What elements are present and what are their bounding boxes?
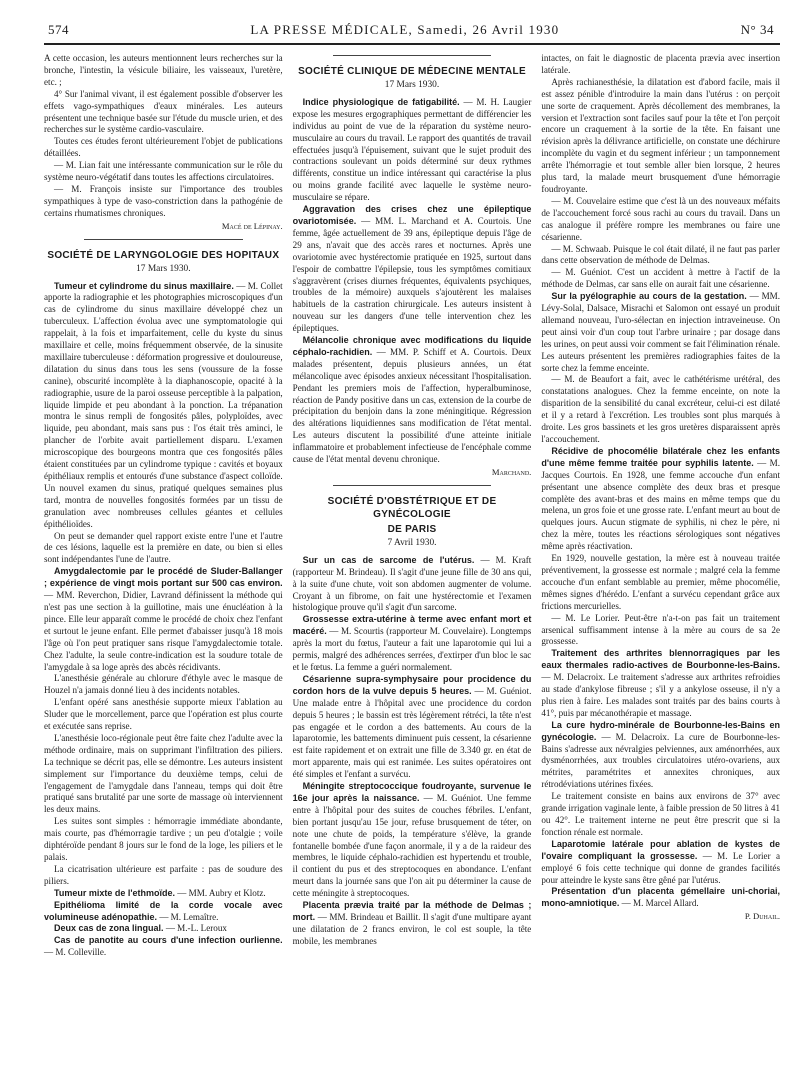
article-body: — M. Guéniot. Une femme entre à l'hôpital pour des suites de couches fébriles. L'enfant, bien portant jusqu'au 15e jour, refuse brusquement de téter, on note une chute de poids, la température s'élève, la grande fontanelle bombée d'une façon anormale, il y a de la raideur des membres, le liquide céphalo-rachidien est hypertendu et trouble, il contient du pus et des streptocoques en abondance. L'enfant meurt dans la journée sans que l'on ait pu déterminer la cause de cette méningite à streptocoques. [292, 792, 532, 899]
article-title: Sur un cas de sarcome de l'utérus. [302, 554, 475, 565]
article-title: Epithélioma limité de la corde vocale avec volumineuse adénopathie. [44, 899, 283, 922]
section-title-line2: DE PARIS [387, 523, 437, 535]
article [293, 555, 532, 615]
column-2 [293, 53, 532, 959]
column-3 [541, 53, 780, 959]
article-title: Aggravation des crises chez une épileptique ovariotomisée. [292, 204, 532, 226]
section-title: SOCIÉTÉ D'OBSTÉTRIQUE ET DE GYNÉCOLOGIE [327, 495, 497, 520]
article-title: Deux cas de zona lingual. [54, 923, 164, 934]
article-title: Méningite streptococcique foudroyante, survenue le 16e jour après la naissance. [292, 781, 532, 803]
article [293, 335, 532, 466]
article-body: — M.-L. Leroux [165, 923, 227, 934]
article-title: Traitement des arthrites blennorragiques par les eaux thermales radio-actives de Bourbonne-les-Bains. [541, 648, 781, 671]
article-body: — M. Le Lorier a employé 6 fois cette technique qui donne de grandes facilités pour atteindre le kyste sans être gêné par l'utérus. [541, 850, 781, 885]
article [541, 720, 780, 791]
article-paragraph: L'anesthésie générale au chlorure d'éthyle avec le masque de Houzel n'a jamais donné lieu à des incidents notables. [44, 673, 283, 696]
article [293, 781, 532, 900]
article-body: — M. Lemaître. [159, 911, 219, 922]
article-title: La cure hydro-minérale de Bourbonne-les-Bains en gynécologie. [541, 719, 781, 742]
article-title: Tumeur mixte de l'ethmoïde. [54, 887, 175, 898]
article-body: — M. Jacques Courtois. En 1928, une femme accouche d'un enfant présentant une absence complète des deux bras et presque complète des avant-bras et des mains en même temps que du melena, un gros foie et une grosse rate. L'enfant meurt au bout de quelques jours. Aucun stigmate de syphilis, ni chez le père, ni chez la mère, toutes les réactions sérologiques sont négatives même après réactivation. [541, 457, 781, 552]
article-title: Amygdalectomie par le procédé de Sluder-Ballanger ; expérience de vingt mois portant sur 500 cas environ. [44, 566, 283, 589]
article-body: — M. Kraft (rapporteur M. Brindeau). Il s'agit d'une jeune fille de 30 ans qui, à la suite d'une chute, voit son abdomen augmenter de volume. Croyant à un fibrome, on fait une hystérectomie et l'examen histologique prouve qu'il s'agit d'un sarcome. [292, 554, 532, 613]
article-title: Laparotomie latérale pour ablation de kystes de l'ovaire compliquant la grossesse. [541, 838, 781, 861]
paragraph: — M. François insiste sur l'importance des troubles sympathiques à type de vaso-constriction dans la pathogénie de certains rhumatismes chroniques. [44, 183, 283, 218]
column-1 [44, 53, 283, 959]
paragraph: — M. Guéniot. C'est un accident à mettre à l'actif de la méthode de Delmas, car sans elle on aurait fait une césarienne. [541, 267, 781, 290]
article-title: Cas de panotite au cours d'une infection ourlienne. [54, 935, 283, 946]
article-body: — MM. Reverchon, Didier, Lavrand définissent la méthode qui n'est pas une section à la guillotine, mais une énucléation à la pince. Elle leur apparaît comme le procédé de choix chez l'enfant et surtout le jeune enfant. Elle permet d'abaisser jusqu'à 18 mois l'âge où l'on peut pratiquer sans risque l'amygdalectomie totale. Chez l'adulte, la seule contre-indication est la soudure totale de l'amygdale à sa loge après des abcès récidivants. [44, 590, 283, 672]
article [44, 935, 283, 959]
divider [333, 485, 492, 486]
paragraph: A cette occasion, les auteurs mentionnent leurs recherches sur la bronche, l'intestin, la vésicule biliaire, les vaisseaux, l'uretère, etc. ; [44, 53, 283, 87]
article [44, 281, 283, 531]
section-title: SOCIÉTÉ CLINIQUE DE MÉDECINE MENTALE [298, 66, 526, 77]
article-body: — MM. Brindeau et Baillit. Il s'agit d'une multipare ayant une dilatation de 2 francs environ, le col est souple, la tête mobile, les membranes [292, 912, 532, 946]
article [541, 291, 780, 374]
article-title: Grossesse extra-utérine à terme avec enfant mort et macéré. [292, 614, 532, 637]
page-number: 574 [48, 22, 69, 37]
article-body: — M. Delacroix. Le traitement s'adresse aux arthrites refroidies au stade d'ankylose fibreuse ; s'il y a ankylose osseuse, il n'y a plus rien à faire. Les malades sont traités par des bains courts à 41°, puis par mécanothérapie et massage. [541, 672, 781, 718]
paragraph: Toutes ces études feront ultérieurement l'objet de publications détaillées. [44, 136, 283, 159]
article-paragraph: L'anesthésie loco-régionale peut être faite chez l'adulte avec la méthode ordinaire, mais on supprimant l'infiltration des piliers. La technique se décrit pas, elle se démontre. Les auteurs insistent simplement sur l'importance du deuxième temps, celui de l'engagement de l'amygdale dans l'anneau, temps qui doit être pratiqué sans brutalité par une sorte de massage où interviennent les deux mains. [44, 732, 283, 815]
divider [84, 239, 243, 240]
paragraph: intactes, on fait le diagnostic de placenta prævia avec insertion latérale. [541, 53, 781, 75]
section-date: 17 Mars 1930. [384, 80, 440, 90]
article [541, 446, 780, 553]
article [293, 674, 532, 781]
article [293, 97, 532, 204]
article [44, 566, 283, 673]
article-paragraph: En 1929, nouvelle gestation, la mère est à nouveau traitée préventivement, la grossesse est normale ; malgré cela la femme accouche d'un enfant semblable au premier, même phocomélie, mêmes signes d'hérédo. L'enfant a survécu cependant grâce aux frictions mercurielles. [541, 553, 781, 611]
paragraph: Après rachianesthésie, la dilatation est d'abord facile, mais il est assez pénible d'introduire la main dans l'utérus : on perçoit une sorte de craquement. Après décollement des membranes, la version et l'extraction sont faciles sauf pour la tête et l'on perçoit encore un craquement à la sortie de la tête. En faisant une révision après la délivrance artificielle, on constate une déchirure incomplète du vagin et du segment inférieur ; un tamponnement arrête l'hémorragie et tout semble aller bien lorsque, 2 heures plus tard, la malade meurt brusquement d'une hémorragie foudroyante. [541, 76, 781, 194]
article [541, 886, 780, 910]
page-header [44, 22, 780, 38]
article-paragraph: La cicatrisation ultérieure est parfaite : pas de soudure des piliers. [44, 863, 283, 886]
article-body: — M. Colleville. [44, 947, 107, 958]
article-title: Sur la pyélographie au cours de la gestation. [551, 291, 747, 302]
article-body: — M. Scourtis (rapporteur M. Couvelaire). Longtemps après la mort du fœtus, l'auteur a fait une laparotomie qui lui a permis, malgré des adhérences serrées, d'extirper d'un bloc le sac et le fœtus. La femme a guéri normalement. [292, 626, 532, 672]
issue-number: N° 34 [740, 22, 774, 37]
signature: Macé de Lépinay. [221, 220, 283, 231]
paragraph: — M. Couvelaire estime que c'est là un des nouveaux méfaits de l'accouchement forcé sous rachi au cours du travail. Dans un cas analogue il préfère rompre les membranes ou faire une césarienne. [541, 195, 781, 242]
article-title: Placenta prævia traité par la méthode de Delmas ; mort. [292, 900, 532, 922]
article-paragraph: L'enfant opéré sans anesthésie supporte mieux l'ablation au Sluder que le morcellement, parce que l'opération est plus courte et exécutée sans reprise. [44, 697, 283, 732]
article-paragraph: On peut se demander quel rapport existe entre l'une et l'autre de ces lésions, laquelle est la première en date, ou bien si elles sont indépendantes l'une de l'autre. [44, 530, 283, 565]
article-title: Tumeur et cylindrome du sinus maxillaire. [54, 280, 234, 291]
article-body: — MM. Lévy-Solal, Dalsace, Misrachi et Salomon ont essayé un produit allemand nouveau, l'uro-sélectan en injection intraveineuse. On peut ainsi voir d'un coup tout l'arbre urinaire ; par dosage dans les urines, on peut aussi voir comment se fait l'élimination rénale. Les auteurs présentent les premières radiographies faites de la sorte chez la femme enceinte. [541, 291, 781, 373]
article-paragraph: Le traitement consiste en bains aux environs de 37° avec grande irrigation vaginale lente, à faible pression de 50 litres à 41 ou 42°. Le traitement interne ne peut être prescrit que si la fonction rénale est normale. [541, 791, 781, 837]
section-title: SOCIÉTÉ DE LARYNGOLOGIE DES HOPITAUX [47, 249, 280, 261]
article-body: — M. Guéniot. Une malade entre à l'hôpital avec une procidence du cordon depuis 5 heures ; le bassin est très légèrement rétréci, la tête n'est pas engagée et le cordon a des battements. Au cours de la laparotomie, les battements diminuent puis cessent, la césarienne est faite rapidement et on extrait une fille de 3.340 gr. en état de mort apparente, mais qui est ranimée. Les suites opératoires ont été simples et l'enfant a survécu. [292, 685, 532, 780]
article [44, 923, 283, 935]
article-body: — M. Delacroix. La cure de Bourbonne-les-Bains s'adresse aux névralgies pelviennes, aux aménorrhées, aux dysménorrhées, aux troubles circulatoires utéro-ovariens, aux métrites, paramétrites et annexites chroniques, aux rétrodéviations utérines fixées. [541, 731, 781, 790]
article-title: Mélancolie chronique avec modifications du liquide céphalo-rachidien. [292, 335, 532, 357]
paragraph: — M. Lian fait une intéressante communication sur le rôle du système neuro-végétatif dans toutes les affections circulatoires. [44, 160, 283, 183]
article-body: — M. Marcel Allard. [621, 898, 699, 909]
article [541, 648, 780, 719]
article-body: — M. H. Laugier expose les mesures ergographiques permettant de différencier les individus au point de vue de la réparation du système neuro-musculaire au cours du travail. Le rapport des quantités de travail effectuées jusqu'à l'épuisement, suivant que le sujet produit des contractions soulevant un poids déterminé sur deux rythmes différents, constitue un indice intéressant qui caractérise la plus ou moins grande facilité avec laquelle le système neuro-musculaire se répare. [292, 96, 532, 203]
article-title: Récidive de phocomélie bilatérale chez les enfants d'une même femme traitée pour syphilis latente. [541, 445, 781, 468]
article [293, 900, 532, 948]
article-title: Indice physiologique de fatigabilité. [302, 96, 460, 107]
paragraph: — M. Schwaab. Puisque le col était dilaté, il ne faut pas parler dans cette observation de méthode de Delmas. [541, 243, 781, 266]
article [293, 204, 532, 335]
article [293, 614, 532, 674]
paragraph: 4° Sur l'animal vivant, il est également possible d'observer les effets vago-sympathiques d'eaux minérales. Les auteurs présentent une technique basée sur l'étude du muscle urien, et des recherches sur le système cardio-vasculaire. [44, 88, 283, 135]
journal-title: LA PRESSE MÉDICALE, Samedi, 26 Avril 1930 [250, 22, 560, 37]
section-date: 7 Avril 1930. [387, 537, 437, 548]
article-body: — MM. P. Schiff et A. Courtois. Deux malades présentent, depuis plusieurs années, un état mélancolique avec épisodes anxieux nécessitant l'hospitalisation. Pendant les premiers mois de l'affection, hyperalbuminose, réaction de Pandy positive dans un cas, extension de la courbe de précipitation du benjoin dans la zone méningitique. Régression des altérations liquidiennes sans modification de l'état mental. Les auteurs discutent la possibilité d'une atteinte initiale inflammatoire et probablement infectieuse de l'encéphale comme cause de l'état mental devenu chronique. [292, 346, 532, 465]
article-body: — M. Collet apporte la radiographie et les photographies microscopiques d'un cas de cylindrome du sinus maxillaire développé chez un tuberculeux. L'affection évolua avec une symptomatologie qui rappelait, à la fois et imparfaitement, celle du kyste du sinus maxillaire et celle, moins fréquemment observée, de la sinusite maxillaire tuberculeuse : déformation progressive et douloureuse, dilatation du sinus dans tous les sens (voussure de la fosse canine), obscurité incomplète à la diaphanoscopie, opacité à la radiographie, usure de la paroi osseuse perceptible à la palpation, liquide limpide et peu abondant à la ponction. La trépanation montra le sinus rempli de fongosités pâles, polyploïdes, avec liquide, peu abondant, mais sans pus : l'os était très aminci, le plancher de l'orbite avait partiellement disparu. L'examen microscopique des bourgeons montra que ces fongosités pâles étaient constituées par un cylindrome typique : cavités et boyaux épithéliaux remplis et entourés d'une substance d'aspect colloïde. Un nouvel examen du sinus, pratiqué quelques semaines plus tard, montra de nouvelles fongosités formées par un tissu de granulation avec nombreuses cellules géantes et cellules épithélioïdes. [44, 280, 283, 529]
section-date: 17 Mars 1930. [136, 263, 191, 274]
article-body: — MM. L. Marchand et A. Courtois. Une femme, âgée actuellement de 39 ans, épileptique depuis l'âge de 29 ans, n'avait que des accès rares et nocturnes. Après une ovariotomie avec hystérectomie pratiquée en 1925, surtout dans l'espoir de combattre l'épilepsie, tous les symptômes comitiaux s'aggravèrent (crises diurnes fréquentes, équivalents psychiques, troubles de la mémoire) auxquels s'ajoutèrent les malaises habituels de la castration chirurgicale. Les auteurs insistent à nouveau sur les dangers d'une telle intervention chez les épileptiques. [292, 215, 532, 334]
article [541, 839, 780, 887]
signature: Marchand. [491, 467, 532, 477]
article-title: Présentation d'un placenta gémellaire uni-choriai, mono-amniotique. [541, 886, 781, 909]
divider [333, 55, 492, 56]
columns [44, 53, 780, 959]
article-paragraph: Les suites sont simples : hémorragie immédiate abondante, mais courte, pas d'hémorragie tardive ; un peu d'otalgie ; voile diphtéroïde pendant 8 jours sur le fond de la loge, les piliers et le palais. [44, 816, 283, 862]
article-title: Césarienne supra-symphysaire pour procidence du cordon hors de la vulve depuis 5 heures. [292, 673, 532, 696]
article-paragraph: — M. Le Lorier. Peut-être n'a-t-on pas fait un traitement arsenical suffisamment intense à la mère au cours de sa 2e grossesse. [541, 612, 781, 647]
article [44, 888, 283, 900]
article [44, 900, 283, 924]
signature: P. Duhail. [744, 911, 781, 922]
article-paragraph: — M. de Beaufort a fait, avec le cathétérisme urétéral, des constatations analogues. Chez la femme enceinte, on note la disparition de la sensibilité du canal excréteur, celui-ci est dilaté et il y a retard à l'excrétion. Les troubles sont plus marqués à droite. Les gros bassinets et les gros uretères disparaissent après l'accouchement. [541, 374, 781, 444]
article-body: — MM. Aubry et Klotz. [177, 887, 266, 898]
header-rule [44, 43, 780, 45]
